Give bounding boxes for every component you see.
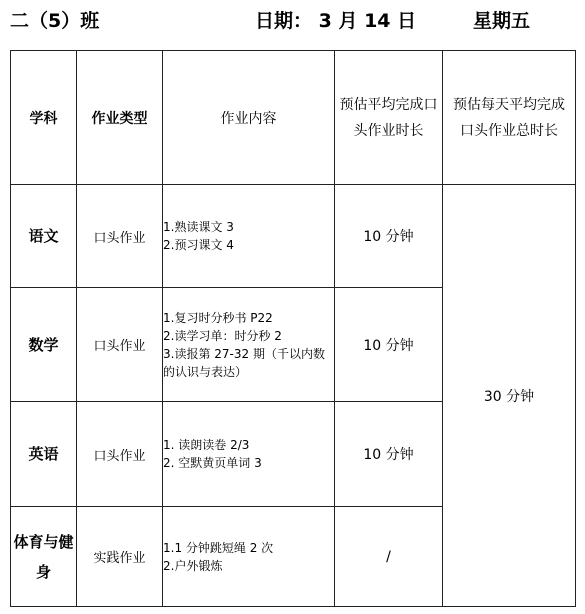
duration-cell: 10 分钟	[335, 288, 443, 402]
homework-table	[10, 50, 576, 607]
page-header	[0, 6, 585, 36]
table-header-row	[11, 51, 576, 185]
content-line: 1.熟读课文 3	[163, 220, 234, 234]
col-header-subject: 学科	[11, 51, 77, 185]
subject-cell: 体育与健身	[11, 507, 77, 607]
weekday-label: 星期五	[473, 10, 531, 32]
subject-cell: 语文	[11, 185, 77, 288]
type-cell: 口头作业	[77, 185, 163, 288]
content-line: 2.读学习单：时分秒 2	[163, 328, 282, 343]
class-name: 二（5）班	[10, 10, 100, 32]
col-header-content: 作业内容	[163, 51, 335, 185]
duration-cell: 10 分钟	[335, 185, 443, 288]
content-cell	[163, 507, 335, 607]
type-cell: 口头作业	[77, 288, 163, 402]
content-line: 1.复习时分秒书 P22	[163, 310, 273, 325]
subject-cell: 英语	[11, 402, 77, 507]
col-header-total-duration: 预估每天平均完成口头作业总时长	[443, 51, 576, 185]
content-line: 1. 读朗读卷 2/3	[163, 438, 250, 452]
content-line: 2.户外锻炼	[163, 558, 223, 573]
content-cell	[163, 185, 335, 288]
duration-cell: /	[335, 507, 443, 607]
content-line: 3.读报第 27-32 期（千以内数的认识与表达）	[163, 346, 325, 379]
content-line: 1.1 分钟跳短绳 2 次	[163, 540, 274, 555]
table-row	[11, 185, 576, 288]
subject-cell: 数学	[11, 288, 77, 402]
type-cell: 口头作业	[77, 402, 163, 507]
col-header-type: 作业类型	[77, 51, 163, 185]
content-line: 2.预习课文 4	[163, 238, 234, 252]
col-header-avg-duration: 预估平均完成口头作业时长	[335, 51, 443, 185]
content-cell	[163, 288, 335, 402]
total-duration-cell: 30 分钟	[443, 185, 576, 607]
type-cell: 实践作业	[77, 507, 163, 607]
date-label: 日期： 3 月 14 日	[255, 10, 417, 32]
content-cell	[163, 402, 335, 507]
content-line: 2. 空默黄页单词 3	[163, 456, 262, 470]
duration-cell: 10 分钟	[335, 402, 443, 507]
